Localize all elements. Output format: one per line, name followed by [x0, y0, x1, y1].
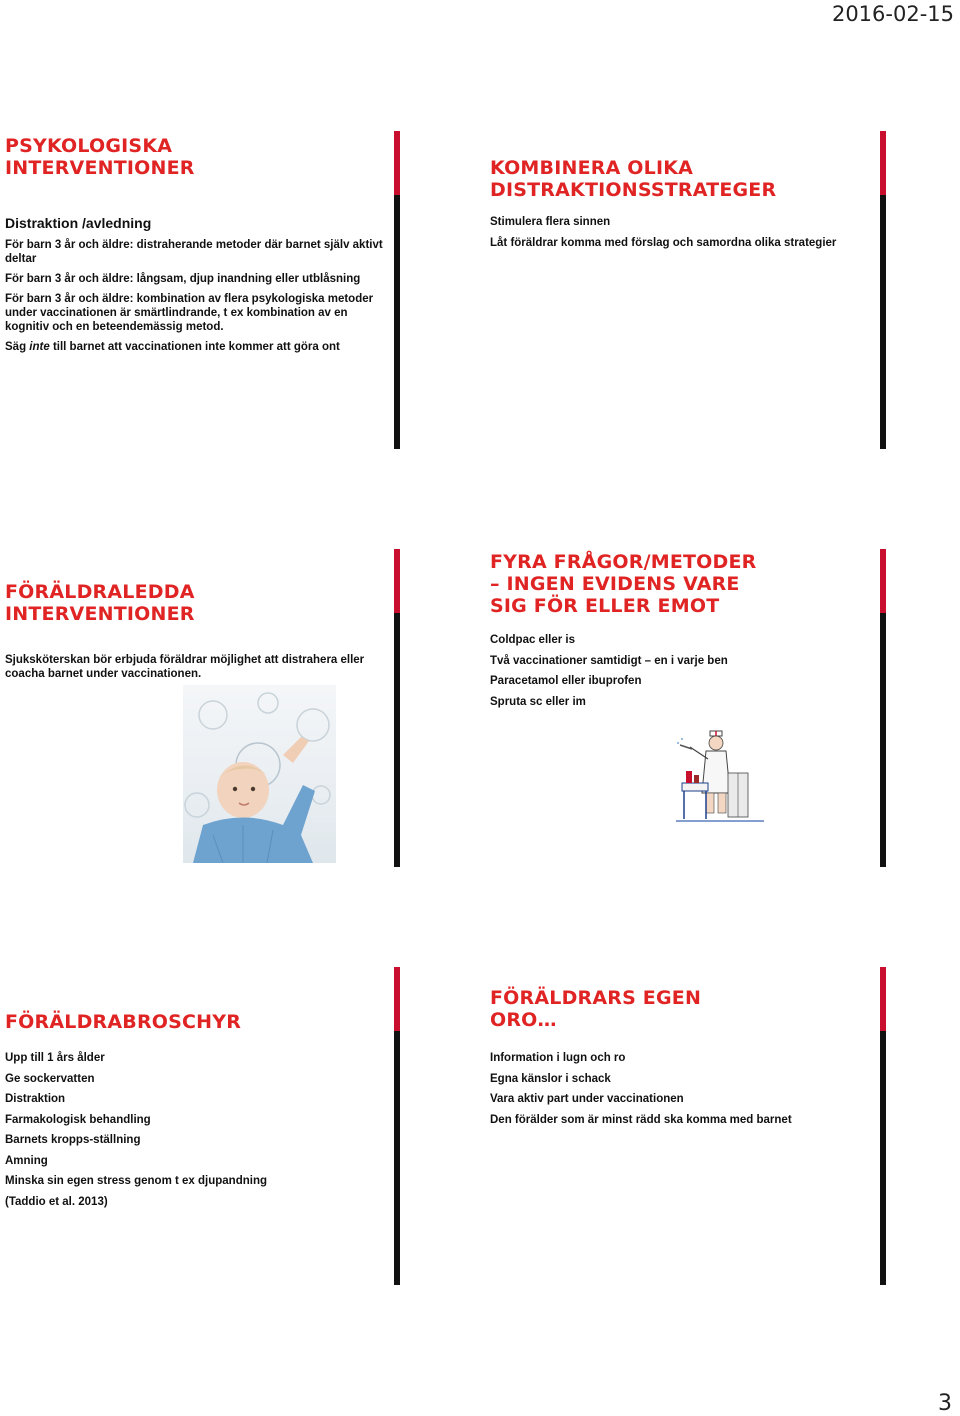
slide-title	[5, 135, 390, 179]
slide-title	[490, 157, 870, 201]
slide-side-bar-accent	[880, 549, 886, 613]
list-item: Upp till 1 års ålder	[5, 1052, 105, 1064]
list-item: (Taddio et al. 2013)	[5, 1195, 108, 1208]
list-item: Coldpac eller is	[490, 634, 576, 646]
slide-side-bar	[394, 131, 400, 449]
slide-body	[490, 633, 870, 715]
slide-title-line: DISTRAKTIONSSTRATEGER	[490, 179, 777, 201]
list-item: Egna känslor i schack	[490, 1072, 611, 1085]
slide-body	[5, 1051, 390, 1215]
list-item: Den förälder som är minst rädd ska komma med barnet	[490, 1113, 792, 1126]
nurse-syringe-illustration	[676, 723, 766, 829]
list-item: Ge sockervatten	[5, 1072, 95, 1085]
slide-title-line: INTERVENTIONER	[5, 157, 195, 179]
slide-side-bar-accent	[394, 967, 400, 1031]
page-number: 3	[938, 1391, 952, 1416]
slide-body	[490, 1051, 870, 1133]
slide-paragraph-last	[5, 340, 390, 354]
slide-paragraph: För barn 3 år och äldre: kombination av flera psykologiska metoder under vaccinationen är smärtlindrande, t ex kombination av en kognitiv och en beteendemässig metod.	[5, 293, 374, 333]
slide-title	[5, 581, 390, 625]
slide-body	[490, 215, 870, 256]
list-item: Låt föräldrar komma med förslag och samordna olika strategier	[490, 236, 837, 249]
slide-title	[490, 987, 870, 1031]
slide-paragraph: För barn 3 år och äldre: distraherande metoder där barnet själv aktivt deltar	[5, 239, 383, 265]
slide-paragraph: För barn 3 år och äldre: långsam, djup inandning eller utblåsning	[5, 273, 361, 285]
slide-side-bar	[394, 549, 400, 867]
slide-title-line: FÖRÄLDRABROSCHYR	[5, 1011, 242, 1033]
slide-psykologiska-interventioner	[0, 131, 480, 449]
slide-side-bar	[394, 967, 400, 1285]
slide-title-line: FÖRÄLDRALEDDA	[5, 581, 195, 603]
list-item: Minska sin egen stress genom t ex djupandning	[5, 1175, 267, 1187]
slide-body	[5, 216, 390, 360]
slide-title-line: INTERVENTIONER	[5, 603, 195, 625]
list-item: Amning	[5, 1154, 48, 1167]
slide-title-line: – INGEN EVIDENS VARE	[490, 573, 740, 595]
baby-bubbles-photo	[183, 685, 336, 863]
slide-foraldrabroschyr	[0, 967, 480, 1285]
list-item: Distraktion	[5, 1093, 66, 1105]
text-run: Säg	[5, 341, 30, 353]
list-item: Spruta sc eller im	[490, 695, 586, 708]
slide-side-bar	[880, 131, 886, 449]
slide-side-bar	[880, 967, 886, 1285]
slide-title	[5, 1011, 390, 1033]
slide-title-line: ORO…	[490, 1009, 557, 1031]
slide-body	[5, 653, 390, 688]
slide-foraldrars-egen-oro	[480, 967, 960, 1285]
emphasis-text: inte	[29, 341, 50, 353]
slide-side-bar-accent	[880, 967, 886, 1031]
list-item: Två vaccinationer samtidigt – en i varje ben	[490, 654, 728, 667]
slide-subheading: Distraktion /avledning	[5, 215, 152, 231]
slide-kombinera-olika	[480, 131, 960, 449]
slide-title-line: KOMBINERA OLIKA	[490, 157, 694, 179]
page-date: 2016-02-15	[831, 2, 954, 26]
slide-title-line: PSYKOLOGISKA	[5, 135, 173, 157]
slide-title-line: FÖRÄLDRARS EGEN	[490, 987, 702, 1009]
slide-fyra-fragor	[480, 549, 960, 867]
slide-side-bar-accent	[394, 549, 400, 613]
slide-title	[490, 551, 870, 617]
slide-side-bar-accent	[394, 131, 400, 195]
list-item: Farmakologisk behandling	[5, 1113, 151, 1126]
slide-title-line: SIG FÖR ELLER EMOT	[490, 595, 720, 617]
text-run: till barnet att vaccinationen inte kommer att göra ont	[49, 341, 340, 353]
slide-foraldraledda-interventioner	[0, 549, 480, 867]
list-item: Stimulera flera sinnen	[490, 216, 611, 228]
list-item: Paracetamol eller ibuprofen	[490, 675, 642, 687]
slide-title-line: FYRA FRÅGOR/METODER	[490, 551, 757, 573]
list-item: Barnets kropps-ställning	[5, 1134, 141, 1146]
list-item: Information i lugn och ro	[490, 1052, 626, 1064]
list-item: Vara aktiv part under vaccinationen	[490, 1093, 684, 1105]
slide-side-bar-accent	[880, 131, 886, 195]
list-item: Sjuksköterskan bör erbjuda föräldrar möjlighet att distrahera eller coacha barnet under vaccinationen.	[5, 654, 365, 680]
slide-side-bar	[880, 549, 886, 867]
